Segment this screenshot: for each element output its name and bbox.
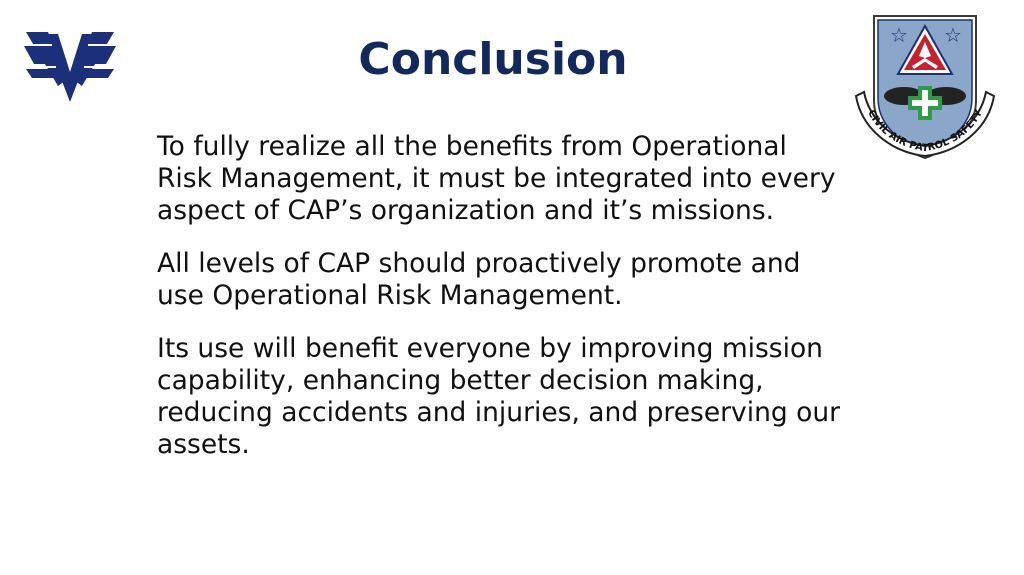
paragraph: To fully realize all the benefits from Operational Risk Management, it must be integrated into every aspect of CAP’s organization and it’s missions.: [157, 131, 836, 226]
civil-air-patrol-safety-seal-icon: [852, 12, 998, 160]
paragraph: Its use will benefit everyone by improving mission capability, enhancing better decision making, reducing accidents and injuries, and preserving our assets.: [157, 333, 841, 460]
paragraph: All levels of CAP should proactively promote and use Operational Risk Management.: [157, 248, 801, 311]
svg-text:☆: ☆: [890, 23, 908, 47]
body-text: [157, 131, 847, 482]
page-title: Conclusion: [358, 34, 628, 85]
svg-text:☆: ☆: [944, 23, 962, 47]
seal-banner-text: CIVIL AIR PATROL SAFETY: [865, 108, 985, 155]
